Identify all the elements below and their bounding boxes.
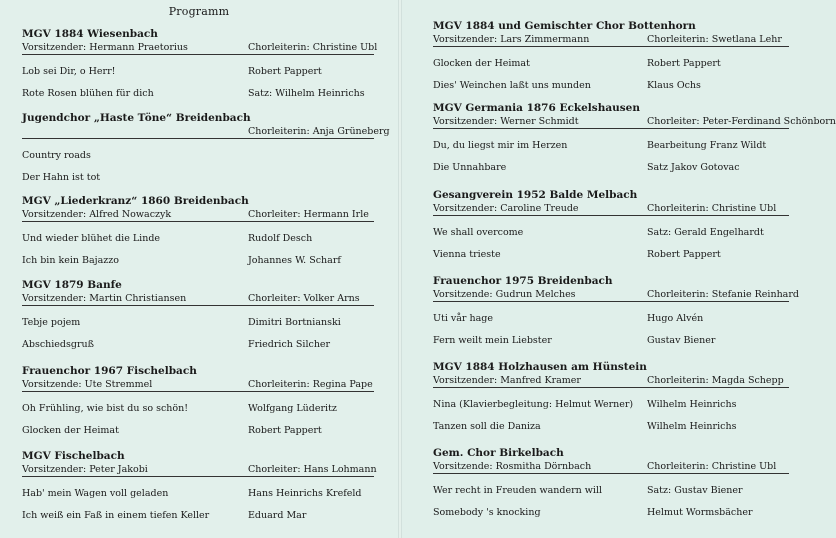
song-title: Uti vår hage	[433, 313, 493, 324]
song-row	[433, 151, 789, 173]
song-row	[433, 302, 789, 324]
song-title: Oh Frühling, wie bist du so schön!	[22, 403, 189, 414]
choir-director: Chorleiterin: Stefanie Reinhard	[647, 289, 799, 300]
song-title: Nina (Klavierbegleitung: Helmut Werner)	[433, 399, 634, 410]
song-title: Hab' mein Wagen voll geladen	[22, 488, 169, 499]
leaders-line	[22, 125, 390, 139]
leaders-line	[433, 288, 799, 302]
song-credit: Satz: Wilhelm Heinrichs	[248, 88, 365, 99]
group-name: Frauenchor 1975 Breidenbach	[433, 275, 613, 287]
choir-director: Chorleiterin: Anja Grüneberg	[248, 126, 390, 137]
song-title: Somebody 's knocking	[433, 507, 541, 518]
group-name: MGV „Liederkranz“ 1860 Breidenbach	[22, 195, 249, 207]
song-row	[22, 244, 374, 266]
song-title: Die Unnahbare	[433, 162, 507, 173]
song-credit: Bearbeitung Franz Wildt	[647, 140, 767, 151]
song-row	[22, 55, 374, 77]
chairperson: Vorsitzender: Manfred Kramer	[433, 375, 581, 386]
song-title: Rote Rosen blühen für dich	[22, 88, 154, 99]
group-block	[22, 27, 378, 99]
song-title: Der Hahn ist tot	[22, 172, 101, 183]
song-credit: Eduard Mar	[248, 510, 307, 521]
song-row	[22, 222, 374, 244]
song-title: Tebje pojem	[22, 317, 81, 328]
choir-director: Chorleiterin: Christine Ubl	[647, 461, 777, 472]
group-name: MGV 1884 Holzhausen am Hünstein	[433, 361, 647, 373]
song-row	[433, 238, 789, 260]
song-title: Wer recht in Freuden wandern will	[433, 485, 603, 496]
leaders-line	[433, 374, 789, 388]
song-title: Abschiedsgruß	[22, 339, 94, 350]
song-title: Ich bin kein Bajazzo	[22, 255, 120, 266]
song-title: Dies' Weinchen laßt uns munden	[433, 80, 591, 91]
choir-director: Chorleiter: Volker Arns	[248, 293, 360, 304]
song-credit: Robert Pappert	[248, 425, 322, 436]
song-row	[433, 216, 789, 238]
song-credit: Gustav Biener	[647, 335, 716, 346]
song-title: We shall overcome	[433, 227, 524, 238]
song-credit: Satz Jakov Gotovac	[647, 162, 740, 173]
chairperson: Vorsitzender: Caroline Treude	[433, 203, 579, 214]
group-block	[433, 360, 789, 432]
song-credit: Wilhelm Heinrichs	[647, 399, 737, 410]
choir-director: Chorleiterin: Regina Pape	[248, 379, 373, 390]
leaders-line	[22, 208, 374, 222]
group-name: Jugendchor „Haste Töne“ Breidenbach	[22, 112, 251, 124]
song-credit: Robert Pappert	[248, 66, 322, 77]
leaders-line	[433, 460, 789, 474]
group-block	[433, 188, 789, 260]
group-name: Gesangverein 1952 Balde Melbach	[433, 189, 638, 201]
song-credit: Satz: Gustav Biener	[647, 485, 743, 496]
song-credit: Satz: Gerald Engelhardt	[647, 227, 764, 238]
song-title: Du, du liegst mir im Herzen	[433, 140, 568, 151]
choir-director: Chorleiterin: Magda Schepp	[647, 375, 784, 386]
choir-director: Chorleiterin: Christine Ubl	[248, 42, 378, 53]
group-name: Frauenchor 1967 Fischelbach	[22, 365, 197, 377]
song-row	[22, 499, 374, 521]
group-block	[433, 446, 789, 518]
group-block	[22, 194, 374, 266]
group-name: MGV 1884 und Gemischter Chor Bottenhorn	[433, 20, 696, 32]
group-block	[22, 449, 377, 521]
choir-director: Chorleiter: Hans Lohmann	[248, 464, 377, 475]
leaders-line	[22, 378, 374, 392]
chairperson: Vorsitzender: Martin Christiansen	[22, 293, 187, 304]
song-credit: Rudolf Desch	[248, 233, 313, 244]
song-row	[22, 477, 374, 499]
group-name: MGV Germania 1876 Eckelshausen	[433, 102, 640, 114]
song-title: Und wieder blühet die Linde	[22, 233, 161, 244]
song-title: Glocken der Heimat	[433, 58, 530, 69]
song-credit: Hugo Alvén	[647, 313, 704, 324]
chairperson: Vorsitzende: Rosmitha Dörnbach	[433, 461, 592, 472]
song-row	[22, 139, 374, 161]
group-block	[22, 111, 390, 183]
song-row	[22, 414, 374, 436]
choir-director: Chorleiterin: Swetlana Lehr	[647, 34, 782, 45]
song-credit: Helmut Wormsbächer	[647, 507, 753, 518]
group-name: Gem. Chor Birkelbach	[433, 447, 564, 459]
song-title: Glocken der Heimat	[22, 425, 119, 436]
song-credit: Robert Pappert	[647, 249, 721, 260]
song-title: Lob sei Dir, o Herr!	[22, 66, 116, 77]
group-name: MGV Fischelbach	[22, 450, 125, 462]
song-row	[22, 306, 374, 328]
song-row	[433, 47, 789, 69]
group-block	[433, 101, 836, 173]
program-title: Programm	[168, 5, 230, 18]
song-title: Fern weilt mein Liebster	[433, 335, 552, 346]
song-row	[433, 129, 789, 151]
group-block	[433, 274, 799, 346]
group-block	[22, 278, 374, 350]
song-credit: Robert Pappert	[647, 58, 721, 69]
song-row	[433, 324, 789, 346]
song-title: Tanzen soll die Daniza	[433, 421, 541, 432]
leaders-line	[22, 463, 377, 477]
chairperson: Vorsitzende: Ute Stremmel	[22, 379, 153, 390]
chairperson: Vorsitzende: Gudrun Melches	[433, 289, 576, 300]
song-credit: Wilhelm Heinrichs	[647, 421, 737, 432]
song-row	[433, 496, 789, 518]
song-credit: Hans Heinrichs Krefeld	[248, 488, 362, 499]
song-row	[433, 388, 789, 410]
song-row	[22, 392, 374, 414]
song-row	[433, 410, 789, 432]
right-page	[402, 0, 836, 538]
song-row	[22, 77, 374, 99]
song-title: Ich weiß ein Faß in einem tiefen Keller	[22, 510, 210, 521]
choir-director: Chorleiterin: Christine Ubl	[647, 203, 777, 214]
group-name: MGV 1879 Banfe	[22, 279, 122, 291]
song-credit: Johannes W. Scharf	[248, 255, 341, 266]
leaders-line	[433, 33, 789, 47]
chairperson: Vorsitzender: Werner Schmidt	[433, 116, 579, 127]
group-name: MGV 1884 Wiesenbach	[22, 28, 158, 40]
chairperson: Vorsitzender: Lars Zimmermann	[433, 34, 590, 45]
leaders-line	[22, 41, 378, 55]
song-title: Country roads	[22, 150, 91, 161]
left-page	[0, 0, 398, 538]
leaders-line	[433, 115, 836, 129]
song-row	[433, 69, 789, 91]
chairperson: Vorsitzender: Alfred Nowaczyk	[22, 209, 172, 220]
song-credit: Klaus Ochs	[647, 80, 701, 91]
song-credit: Friedrich Silcher	[248, 339, 331, 350]
group-block	[22, 364, 374, 436]
song-credit: Wolfgang Lüderitz	[248, 403, 337, 414]
chairperson: Vorsitzender: Hermann Praetorius	[22, 42, 188, 53]
choir-director: Chorleiter: Hermann Irle	[248, 209, 369, 220]
song-row	[22, 161, 374, 183]
song-credit: Dimitri Bortnianski	[248, 317, 341, 328]
song-title: Vienna trieste	[433, 249, 501, 260]
choir-director: Chorleiter: Peter-Ferdinand Schönborn	[647, 116, 836, 127]
song-row	[433, 474, 789, 496]
group-block	[433, 19, 789, 91]
leaders-line	[433, 202, 789, 216]
song-row	[22, 328, 374, 350]
leaders-line	[22, 292, 374, 306]
chairperson: Vorsitzender: Peter Jakobi	[22, 464, 148, 475]
